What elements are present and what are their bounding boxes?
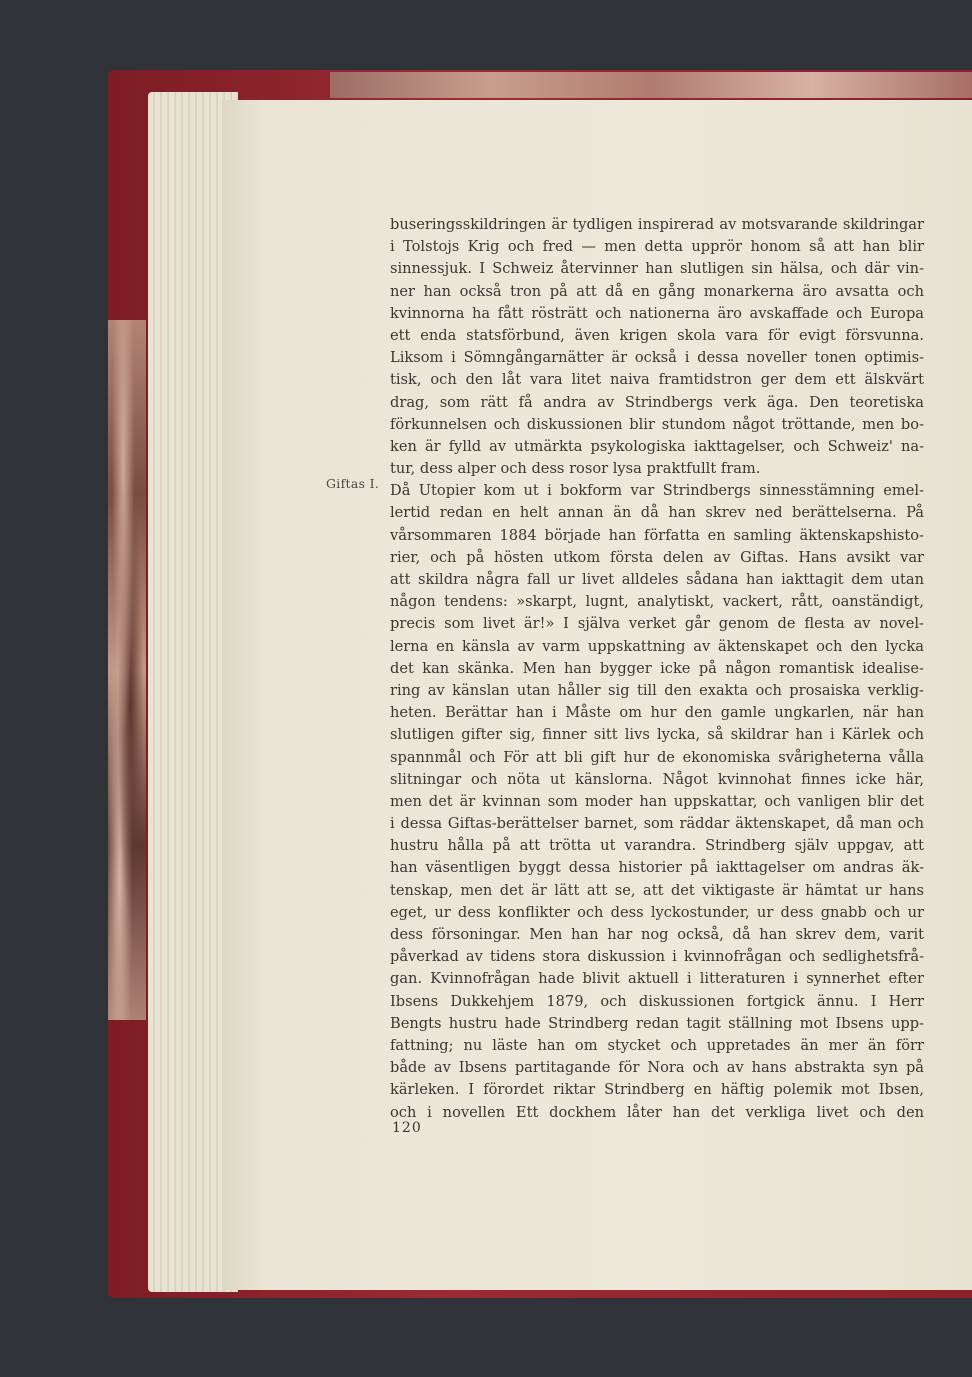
text-line: drag, som rätt få andra av Strindbergs verk äga. Den teoretiska (390, 393, 924, 411)
text-line: Ibsens Dukkehjem 1879, och diskussionen fortgick ännu. I Herr (390, 992, 924, 1010)
top-page-edge (330, 72, 972, 98)
text-line: Då Utopier kom ut i bokform var Strindbergs sinnesstämning emel- (390, 482, 924, 500)
text-line: både av Ibsens partitagande för Nora och av hans abstrakta syn på (390, 1059, 924, 1077)
text-line: och i novellen Ett dockhem låter han det verkliga livet och den (390, 1103, 924, 1121)
text-line: ett enda statsförbund, även krigen skola vara för evigt försvunna. (390, 326, 924, 344)
text-line: fattning; nu läste han om stycket och uppretades än mer än förr (390, 1036, 924, 1054)
text-line: kvinnorna ha fått rösträtt och nationerna äro avskaffade och Europa (390, 304, 924, 322)
text-line: gan. Kvinnofrågan hade blivit aktuell i litteraturen i synnerhet efter (390, 970, 924, 988)
text-line: hustru hålla på att trötta ut varandra. Strindberg själv uppgav, att (390, 837, 924, 855)
text-line: buseringsskildringen är tydligen inspirerad av motsvarande skildringar (390, 216, 924, 233)
text-line: förkunnelsen och diskussionen blir stundom något tröttande, men bo- (390, 415, 924, 433)
text-line: tisk, och den låt vara litet naiva framtidstron ger dem ett älskvärt (390, 371, 924, 389)
text-line: i dessa Giftas-berättelser barnet, som räddar äktenskapet, då man och (390, 815, 924, 833)
text-line: sinnessjuk. I Schweiz återvinner han slutligen sin hälsa, och där vin- (390, 260, 924, 278)
text-line: ner han också tron på att då en gång monarkerna äro avsatta och (390, 282, 924, 300)
text-line: men det är kvinnan som moder han uppskattar, och vanligen blir det (390, 792, 924, 810)
text-line: Liksom i Sömngångarnätter är också i dessa noveller tonen optimis- (390, 349, 924, 367)
page-number: 120 (392, 1120, 422, 1136)
text-line: dess försoningar. Men han har nog också, då han skrev dem, varit (390, 926, 924, 943)
text-line: det kan skänka. Men han bygger icke på någon romantisk idealise- (390, 659, 924, 677)
text-line: lertid redan en helt annan än då han skrev ned berättelserna. På (390, 504, 924, 522)
text-line: ring av känslan utan håller sig till den exakta och prosaiska verklig- (390, 681, 924, 699)
body-text (390, 214, 924, 1124)
text-line: precis som livet är!» I själva verket går genom de flesta av novel- (390, 615, 924, 633)
text-line: slitningar och nöta ut känslorna. Något kvinnohat finnes icke här, (390, 770, 924, 788)
text-line: lerna en känsla av varm uppskattning av äktenskapet och den lycka (390, 637, 924, 655)
text-line: i Tolstojs Krig och fred — men detta upprör honom så att han blir (390, 238, 924, 256)
text-line: spannmål och För att bli gift hur de ekonomiska svårigheterna vålla (390, 748, 924, 766)
text-line: tur, dess alper och dess rosor lysa praktfullt fram. (390, 460, 761, 478)
margin-note: Giftas I. (326, 476, 380, 491)
text-line: slutligen gifter sig, finner sitt livs lycka, så skildrar han i Kärlek och (390, 726, 924, 744)
text-line: rier, och på hösten utkom första delen av Giftas. Hans avsikt var (390, 548, 924, 566)
text-line: att skildra några fall ur livet alldeles sådana han iakttagit dem utan (390, 571, 924, 588)
text-line: ken är fylld av utmärkta psykologiska iakttagelser, och Schweiz' na- (390, 437, 924, 455)
text-line: påverkad av tidens stora diskussion i kvinnofrågan och sedlighetsfrå- (390, 948, 924, 966)
text-line: han väsentligen byggt dessa historier på iakttagelser om andras äk- (390, 859, 924, 877)
text-line: någon tendens: »skarpt, lugnt, analytiskt, vackert, rått, oanständigt, (390, 593, 924, 611)
text-line: heten. Berättar han i Måste om hur den gamle ungkarlen, när han (390, 704, 924, 722)
marbled-endpaper (108, 320, 146, 1020)
text-line: kärleken. I förordet riktar Strindberg en häftig polemik mot Ibsen, (390, 1081, 924, 1099)
text-line: Bengts hustru hade Strindberg redan tagit ställning mot Ibsens upp- (390, 1014, 924, 1032)
text-line: eget, ur dess konflikter och dess lyckostunder, ur dess gnabb och ur (390, 903, 924, 921)
text-line: tenskap, men det är lätt att se, att det viktigaste är hämtat ur hans (390, 881, 924, 899)
text-line: vårsommaren 1884 började han författa en samling äktenskapshisto- (390, 526, 924, 544)
